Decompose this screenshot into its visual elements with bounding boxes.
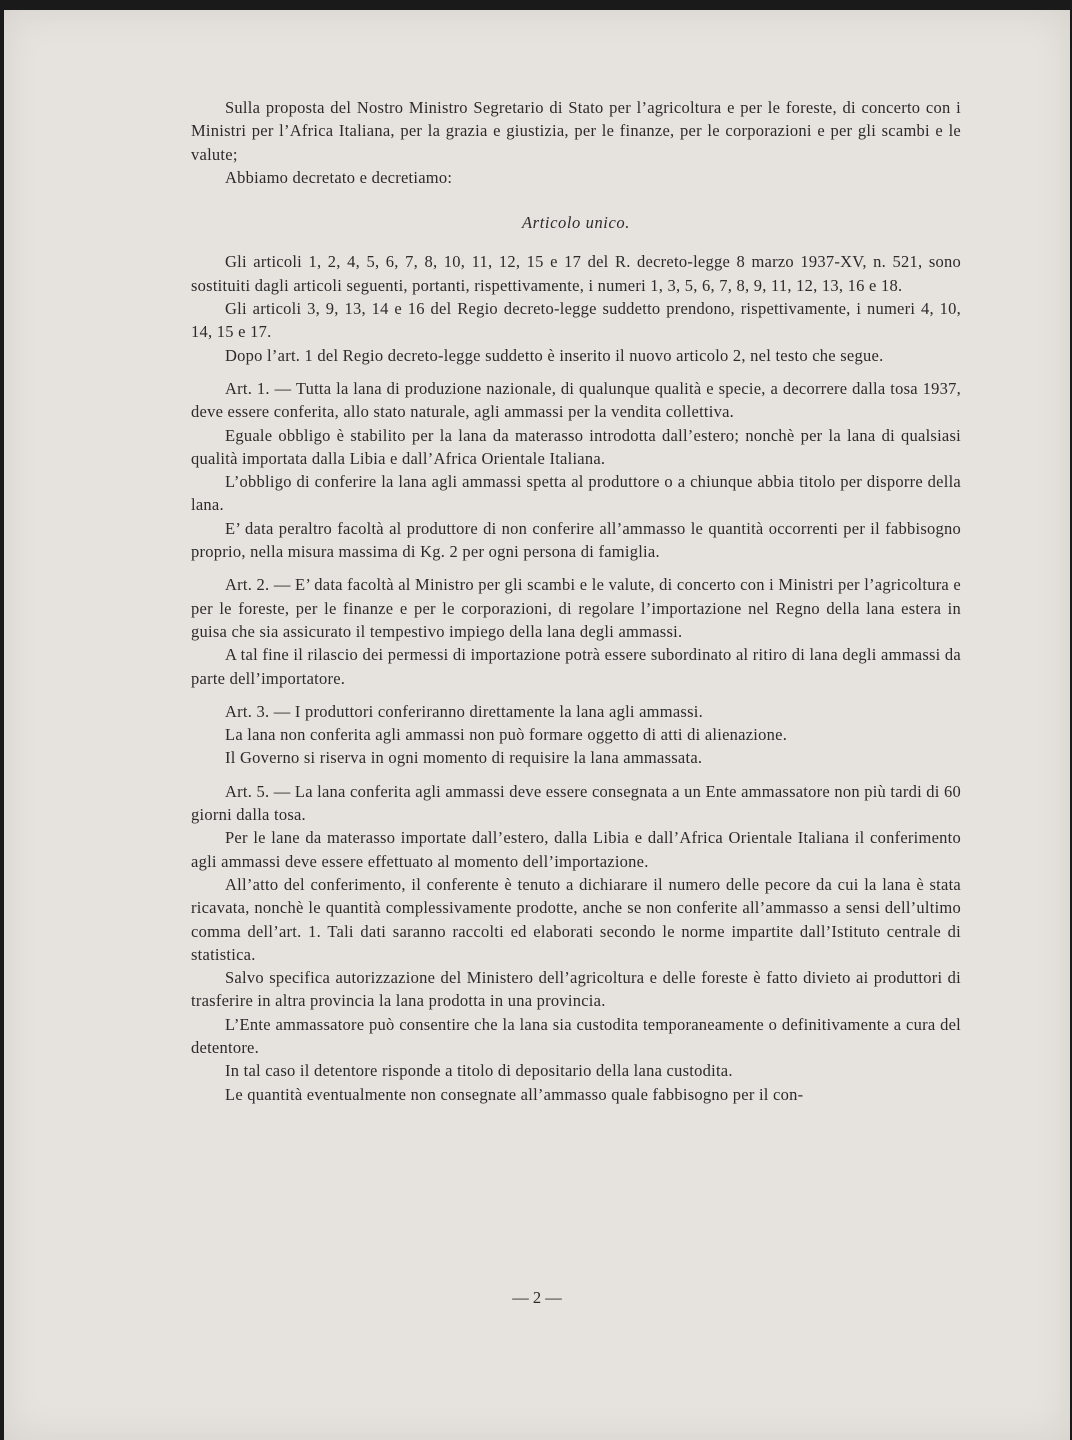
body-paragraph: Gli articoli 1, 2, 4, 5, 6, 7, 8, 10, 11, 12, 15 e 17 del R. decreto-legge 8 marzo 1937-XV, n. 521, sono sostituiti dagli articoli seguenti, portanti, rispettivamente, i numeri 1, 3, 5, 6, 7, 8, 9, 11, 12, 13, 16 e 18.: [191, 252, 961, 295]
body-paragraph: L’Ente ammassatore può consentire che la lana sia custodita temporaneamente o definitivamente a cura del detentore.: [191, 1014, 961, 1057]
body-paragraph: L’obbligo di conferire la lana agli ammassi spetta al produttore o a chiunque abbia titolo per disporre della lana.: [191, 472, 961, 515]
document-body: [191, 96, 961, 1106]
body-paragraph: Gli articoli 3, 9, 13, 14 e 16 del Regio decreto-legge suddetto prendono, rispettivamente, i numeri 4, 10, 14, 15 e 17.: [191, 299, 961, 342]
body-paragraph: Per le lane da materasso importate dall’estero, dalla Libia e dall’Africa Orientale Italiana il conferimento agli ammassi deve essere effettuato al momento dell’importazione.: [191, 828, 961, 871]
body-paragraph: In tal caso il detentore risponde a titolo di depositario della lana custodita.: [225, 1061, 733, 1081]
body-paragraph: Dopo l’art. 1 del Regio decreto-legge suddetto è inserito il nuovo articolo 2, nel testo che segue.: [225, 345, 884, 365]
body-paragraph: Salvo specifica autorizzazione del Ministero dell’agricoltura e delle foreste è fatto divieto ai produttori di trasferire in altra provincia la lana prodotta in una provincia.: [191, 968, 961, 1011]
body-paragraph: Le quantità eventualmente non consegnate all’ammasso quale fabbisogno per il con-: [225, 1084, 804, 1104]
article-5-paragraph: Art. 5. — La lana conferita agli ammassi deve essere consegnata a un Ente ammassatore non più tardi di 60 giorni dalla tosa.: [191, 781, 961, 825]
body-paragraph: E’ data peraltro facoltà al produttore di non conferire all’ammasso le quantità occorrenti per il fabbisogno proprio, nella misura massima di Kg. 2 per ogni persona di famiglia.: [191, 518, 961, 562]
page-number: — 2 —: [512, 1288, 562, 1307]
document-page: [4, 10, 1070, 1440]
body-paragraph: La lana non conferita agli ammassi non può formare oggetto di atti di alienazione.: [225, 725, 788, 745]
article-heading: Articolo unico.: [522, 213, 630, 233]
article-2-paragraph: Art. 2. — E’ data facoltà al Ministro per gli scambi e le valute, di concerto con i Ministri per l’agricoltura e per le foreste, per le finanze e per le corporazioni, di regolare l’importazione nel Regno della lana estera in guisa che sia assicurato il tempestivo impiego della lana degli ammassi.: [191, 575, 961, 641]
body-paragraph: Il Governo si riserva in ogni momento di requisire la lana ammassata.: [225, 748, 703, 768]
body-paragraph: Eguale obbligo è stabilito per la lana da materasso introdotta dall’estero; nonchè per la lana di qualsiasi qualità importata dalla Libia e dall’Africa Orientale Italiana.: [191, 425, 961, 468]
body-paragraph: A tal fine il rilascio dei permessi di importazione potrà essere subordinato al ritiro di lana degli ammassi da parte dell’importatore.: [191, 645, 961, 688]
preamble-paragraph: Sulla proposta del Nostro Ministro Segretario di Stato per l’agricoltura e per le foreste, di concerto con i Ministri per l’Africa Italiana, per la grazia e giustizia, per le finanze, per le corporazioni e per gli scambi e le valute;: [191, 98, 961, 164]
article-1-paragraph: Art. 1. — Tutta la lana di produzione nazionale, di qualunque qualità e specie, a decorrere dalla tosa 1937, deve essere conferita, allo stato naturale, agli ammassi per la vendita collettiva.: [191, 378, 961, 422]
decree-formula: Abbiamo decretato e decretiamo:: [225, 167, 453, 187]
body-paragraph: All’atto del conferimento, il conferente è tenuto a dichiarare il numero delle pecore da cui la lana è stata ricavata, nonchè le quantità complessivamente prodotte, anche se non conferite all’ammasso a sensi dell’ultimo comma dell’art. 1. Tali dati saranno raccolti ed elaborati secondo le norme impartite dall’Istituto centrale di statistica.: [191, 874, 961, 964]
article-3-paragraph: Art. 3. — I produttori conferiranno direttamente la lana agli ammassi.: [225, 701, 703, 721]
